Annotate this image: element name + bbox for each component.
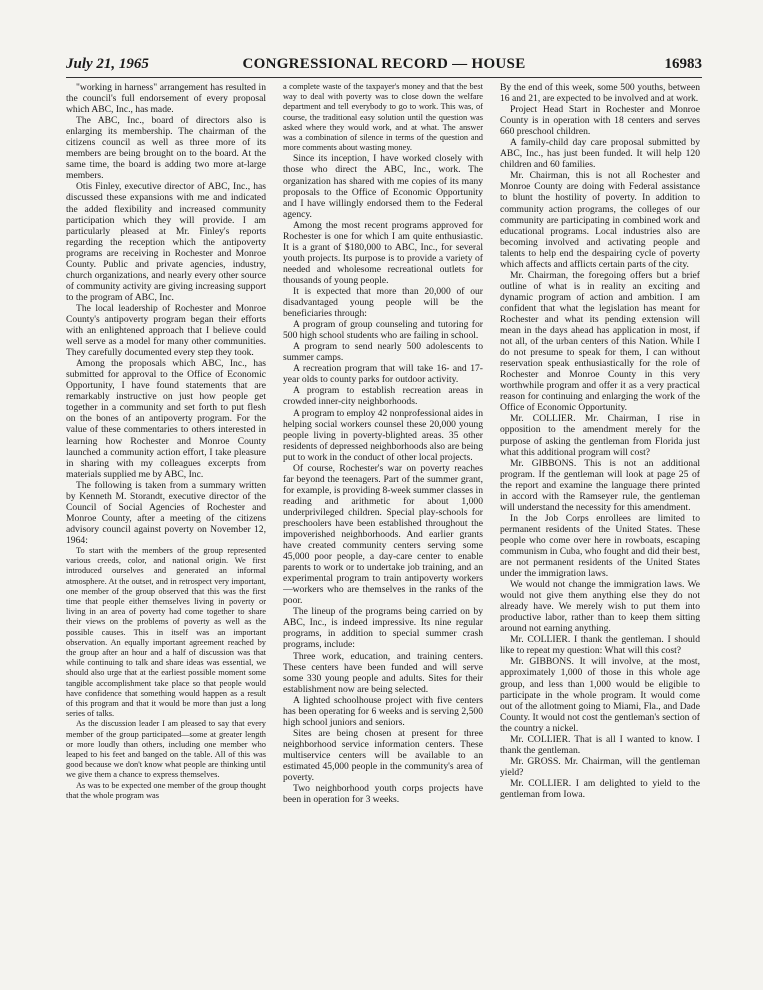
paragraph: It is expected that more than 20,000 of our disadvantaged young people will be the beneficiaries through: — [283, 285, 483, 320]
paragraph: Since its inception, I have worked closely with those who direct the ABC, Inc., work. The organization has shared with me copies of its many proposals to the Office of Economic Opportunity and I have willingly endorsed them to the Federal agency. — [283, 153, 483, 220]
paragraph: The local leadership of Rochester and Monroe County's antipoverty program began their efforts with an enlightened approach that I believe could well serve as a model for many other communities. They carefully documented every step they took. — [66, 302, 266, 359]
paragraph: We would not change the immigration laws. We would not give them anything else they do not already have. We merely wish to put them into productive labor, rather than to keep them sitting around not earning anything. — [500, 579, 700, 635]
paragraph: Mr. GIBBONS. It will involve, at the most, approximately 1,000 of those in this whole age group, and less than 1,000 would be eligible to participate in the whole program. It would come out of the allotment going to Miami, Fla., and Dade County. It would not cost the gentleman's section of the country a nickel. — [500, 656, 700, 734]
paragraph: Project Head Start in Rochester and Monroe County is in operation with 18 centers and serves 660 preschool children. — [500, 104, 700, 138]
paragraph: Mr. GROSS. Mr. Chairman, will the gentleman yield? — [500, 755, 700, 778]
paragraph: Mr. Chairman, the foregoing offers but a brief outline of what is in reality an exciting and dynamic program of action and ambition. I am confident that what the legislation has meant for Rochester and what its pending extension will mean in the days ahead has application in most, if not all, of the urban centers of this Nation. While I do not presume to speak for them, I can without reservation speak enthusiastically for the role of Rochester and Monroe County in this very worthwhile program and offer it as a very practical reason for continuing and enlarging the work of the Office of Economic Opportunity. — [500, 269, 700, 414]
header-rule — [66, 77, 702, 78]
header-title: CONGRESSIONAL RECORD — HOUSE — [242, 56, 526, 72]
paragraph: As was to be expected one member of the group thought that the whole program was — [66, 780, 266, 800]
paragraph: A program to employ 42 nonprofessional aides in helping social workers counsel these 20,000 young people living in poverty-blighted areas. 35 other residents of depressed neighborhoods also are being put to work in the conduct of other local projects. — [283, 407, 483, 463]
paragraph: Mr. COLLIER. That is all I wanted to know. I thank the gentleman. — [500, 733, 700, 756]
paragraph: A program to establish recreation areas in crowded inner-city neighborhoods. — [283, 385, 483, 408]
paragraph: A recreation program that will take 16- and 17-year olds to county parks for outdoor activity. — [283, 363, 483, 386]
column-2 — [283, 82, 483, 972]
paragraph: The following is taken from a summary written by Kenneth M. Storandt, executive director of the Council of Social Agencies of Rochester and Monroe County, after a meeting of the citizens advisory council against poverty on November 12, 1964: — [66, 479, 266, 546]
paragraph: Two neighborhood youth corps projects have been in operation for 3 weeks. — [283, 783, 483, 806]
paragraph: A program to send nearly 500 adolescents to summer camps. — [283, 341, 483, 364]
header-page-number: 16983 — [664, 56, 702, 72]
paragraph: By the end of this week, some 500 youths, between 16 and 21, are expected to be involved and at work. — [500, 82, 700, 105]
column-1 — [66, 82, 266, 972]
paragraph: A program of group counseling and tutoring for 500 high school students who are failing in school. — [283, 319, 483, 342]
paragraph: Mr. GIBBONS. This is not an additional program. If the gentleman will look at page 25 of the report and examine the language there printed in accord with the Ramseyer rule, the gentleman will understand the necessity for this amendment. — [500, 457, 700, 513]
paragraph: Mr. COLLIER. I thank the gentleman. I should like to repeat my question: What will this cost? — [500, 634, 700, 657]
paragraph: Otis Finley, executive director of ABC, Inc., has discussed these expansions with me and indicated the added flexibility and increased community participation which they will provide. I am particularly pleased at Mr. Finley's reports regarding the reception which the antipoverty programs are receiving in Rochester and Monroe County. Public and private agencies, industry, church organizations, and nearly every other source of community activity are giving increasing support to the program of ABC, Inc. — [66, 181, 266, 303]
paragraph: Mr. COLLIER. I am delighted to yield to the gentleman from Iowa. — [500, 777, 700, 800]
paragraph: a complete waste of the taxpayer's money and that the best way to deal with poverty was to close down the welfare department and tell everybody to go to work. This was, of course, the traditional easy solution until the question was asked where they would work, and at what. The answer was a combination of silence in terms of the question and more comments about wasting money. — [283, 82, 483, 153]
paragraph: A family-child day care proposal submitted by ABC, Inc., has just been funded. It will help 120 children and 60 families. — [500, 137, 700, 171]
paragraph: To start with the members of the group represented various creeds, color, and national origin. We first introduced ourselves and generated an informal atmosphere. At the outset, and in retrospect very important, one member of the group observed that this was the first time that people either themselves living in poverty or living in an area of poverty had come together to share their views on the problems of poverty as well as the possible causes. This in itself was an important observation. An equally important agreement reached by the group after an hour and a half of discussion was that while continuing to talk and share ideas was essential, we should also urge that at the earliest possible moment some tangible accomplishment take place so that people would have confidence that something would happen as a result of this program and that it would be more than just a long series of talks. — [66, 545, 266, 719]
paragraph: Mr. Chairman, this is not all Rochester and Monroe County are doing with Federal assistance to blunt the hostility of poverty. In addition to community action programs, the colleges of our community are participating in combined work and educational programs. Local industries also are becoming involved and activating people and talents to help end the despairing cycle of poverty which affects and afflicts certain parts of the city. — [500, 170, 700, 270]
header-date: July 21, 1965 — [66, 56, 149, 72]
paragraph: Mr. COLLIER. Mr. Chairman, I rise in opposition to the amendment merely for the purpose of asking the gentleman from Florida just what this additional program will cost? — [500, 413, 700, 458]
page-header — [66, 56, 702, 76]
paragraph: A lighted schoolhouse project with five centers has been operating for 6 weeks and is serving 2,500 high school juniors and seniors. — [283, 694, 483, 728]
paragraph: Among the most recent programs approved for Rochester is one for which I am quite enthusiastic. It is a grant of $180,000 to ABC, Inc., for several youth projects. Its purpose is to provide a variety of needed and wholesome recreational outlets for thousands of young people. — [283, 219, 483, 286]
paragraph: The ABC, Inc., board of directors also is enlarging its membership. The chairman of the citizens council as well as three more of its members are being brought on to the board. At the same time, the board is adding two more at-large members. — [66, 115, 266, 182]
paragraph: Among the proposals which ABC, Inc., has submitted for approval to the Office of Economic Opportunity, I have found statements that are remarkably instructive on just how people get together in a community and set forth to put flesh on the bones of an antipoverty program. For the value of these commentaries to others interested in learning how Rochester and Monroe County launched a community action effort, I take pleasure in sharing with my colleagues excerpts from materials supplied me by ABC, Inc. — [66, 358, 266, 480]
paragraph: As the discussion leader I am pleased to say that every member of the group participated—some at greater length or more loudly than others, including one member who leaped to his feet and banged on the table. All of this was good because we don't know what people are thinking until we give them a chance to express themselves. — [66, 719, 266, 780]
column-3 — [500, 82, 700, 972]
paragraph: The lineup of the programs being carried on by ABC, Inc., is indeed impressive. Its nine regular programs, in addition to special summer crash programs, include: — [283, 606, 483, 651]
paragraph: "working in harness" arrangement has resulted in the council's full endorsement of every proposal which ABC, Inc., has made. — [66, 82, 266, 116]
paragraph: In the Job Corps enrollees are limited to permanent residents of the United States. These people who come over here in rowboats, escaping communism in Cuba, who fought and did their best, are not permanent residents of the United States under the immigration laws. — [500, 512, 700, 580]
paragraph: Sites are being chosen at present for three neighborhood service information centers. These multiservice centers will be available to an estimated 45,000 people in the community's area of poverty. — [283, 727, 483, 784]
paragraph: Three work, education, and training centers. These centers have been funded and will serve some 330 young people and adults. Sites for their establishment now are being selected. — [283, 650, 483, 695]
paragraph: Of course, Rochester's war on poverty reaches far beyond the teenagers. Part of the summer grant, for example, is providing 8-week summer classes in reading and arithmetic for about 1,000 underprivileged children. Special play-schools for preschoolers have been established throughout the impoverished neighborhoods. And earlier grants have created community centers serving some 45,000 poor people, a day-care center to enable parents to work or to undertake job training, and an experimental program to train antipoverty workers—workers who are themselves in the ranks of the poor. — [283, 462, 483, 607]
